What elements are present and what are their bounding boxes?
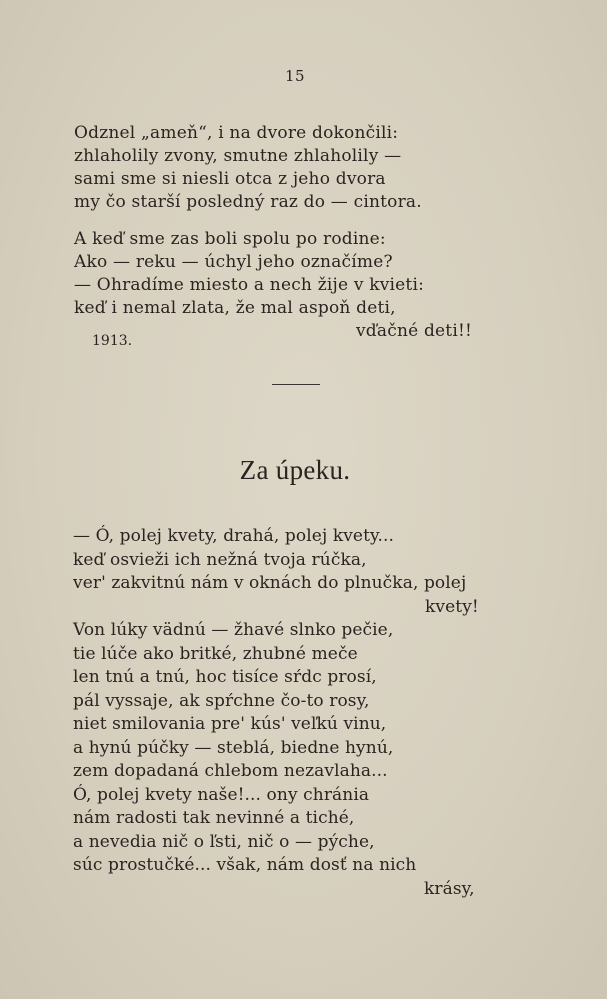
page-number: 15	[284, 67, 306, 85]
poem-line: sami sme si niesli otca z jeho dvora	[74, 169, 386, 189]
poem-line: súc prostučké... však, nám dosť na nich	[73, 855, 417, 875]
stanza-2	[74, 228, 472, 343]
poem-line: niet smilovania pre' kús' veľkú vinu,	[73, 714, 387, 734]
poem-line: tie lúče ako britké, zhubné meče	[73, 643, 358, 664]
poem-line: — Ohradíme miesto a nech žije v kvieti:	[74, 275, 425, 295]
stanza-1	[74, 122, 422, 214]
poem-line: — Ó, polej kvety, drahá, polej kvety...	[73, 526, 394, 546]
poem-line: keď osvieži ich nežná tvoja rúčka,	[73, 549, 367, 570]
poem-line: keď i nemal zlata, že mal aspoň deti,	[74, 298, 396, 318]
poem-line: pál vyssaje, ak spŕchne čo-to rosy,	[73, 690, 370, 711]
poem-line: zem dopadaná chlebom nezavlaha...	[73, 761, 388, 781]
poem-line: a hynú púčky — steblá, biedne hynú,	[73, 737, 394, 758]
poem-line: Von lúky vädnú — žhavé slnko pečie,	[73, 620, 394, 640]
poem-body	[73, 525, 479, 901]
poem-title: Za úpeku.	[239, 455, 351, 485]
poem-line: len tnú a tnú, hoc tisíce sŕdc prosí,	[73, 667, 377, 687]
poem-line: Odznel „ameň“, i na dvore dokončili:	[74, 123, 399, 143]
poem-line: A keď sme zas boli spolu po rodine:	[74, 229, 386, 249]
poem-year: 1913.	[92, 333, 133, 349]
poem-line: Ako — reku — úchyl jeho označíme?	[74, 252, 393, 272]
poem-line-wrap: kvety!	[425, 596, 479, 617]
poem-line: my čo starší posledný raz do — cintora.	[74, 192, 422, 212]
poem-line: Ó, polej kvety naše!... ony chránia	[73, 784, 370, 805]
section-divider	[272, 384, 320, 385]
poem-line-wrap: krásy,	[424, 878, 475, 899]
poem-line: a nevedia nič o ľsti, nič o — pýche,	[73, 831, 375, 852]
poem-line-wrap: vďačné deti!!	[356, 321, 473, 341]
poem-line: zhlaholily zvony, smutne zhlaholily —	[74, 146, 402, 166]
poem-line: ver' zakvitnú nám v oknách do plnučka, polej	[73, 573, 467, 593]
poem-line: nám radosti tak nevinné a tiché,	[73, 808, 355, 828]
